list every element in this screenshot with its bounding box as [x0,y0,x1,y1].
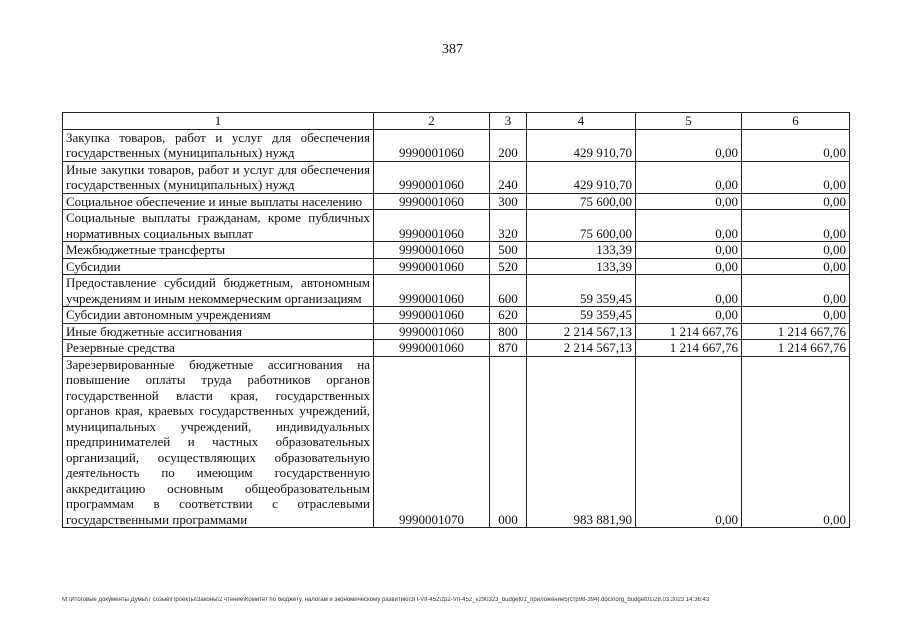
table-row [63,242,850,259]
row-code-cell: 9990001070 [374,356,490,528]
row-value-col4: 983 881,90 [527,356,636,528]
row-value-col6: 0,00 [742,210,850,242]
row-value-col4: 133,39 [527,258,636,275]
row-code-cell: 9990001060 [374,161,490,193]
row-value-col6: 0,00 [742,258,850,275]
column-header: 6 [742,113,850,130]
row-kind-cell: 300 [490,193,527,210]
table-row [63,258,850,275]
row-value-col4: 429 910,70 [527,129,636,161]
row-kind-cell: 870 [490,340,527,357]
row-value-col4: 2 214 567,13 [527,323,636,340]
row-code-cell: 9990001060 [374,242,490,259]
row-value-col6: 0,00 [742,275,850,307]
row-kind-cell: 520 [490,258,527,275]
row-value-col6: 0,00 [742,129,850,161]
row-code-cell: 9990001060 [374,129,490,161]
table-row [63,307,850,324]
table-row [63,275,850,307]
row-value-col4: 59 359,45 [527,307,636,324]
row-value-col4: 2 214 567,13 [527,340,636,357]
row-value-col6: 0,00 [742,307,850,324]
row-code-cell: 9990001060 [374,258,490,275]
row-kind-cell: 200 [490,129,527,161]
column-header: 3 [490,113,527,130]
row-value-col5: 0,00 [636,210,742,242]
row-value-col4: 75 600,00 [527,193,636,210]
row-value-col6: 1 214 667,76 [742,340,850,357]
budget-table [62,112,850,528]
column-header: 5 [636,113,742,130]
row-value-col4: 75 600,00 [527,210,636,242]
row-kind-cell: 000 [490,356,527,528]
row-value-col5: 0,00 [636,258,742,275]
file-path-footer: M:\Итоговые документы Думы\7 созыв\Проекты\Законы\2 чтение\Комитет по бюджету, налогам и экономическому развитию\ЗП-VII-452\zp2-VII-452_v290323_budget01_приложение5(стр98-394).docx\org_budget01\28.03.2023 14:36:43 [62,597,710,603]
row-value-col4: 59 359,45 [527,275,636,307]
row-value-col5: 1 214 667,76 [636,323,742,340]
row-code-cell: 9990001060 [374,323,490,340]
table-row [63,323,850,340]
row-name-cell: Иные закупки товаров, работ и услуг для обеспечения государственных (муниципальных) нужд [63,161,374,193]
column-header: 2 [374,113,490,130]
row-name-cell: Межбюджетные трансферты [63,242,374,259]
row-name-cell: Резервные средства [63,340,374,357]
row-code-cell: 9990001060 [374,340,490,357]
row-name-cell: Иные бюджетные ассигнования [63,323,374,340]
row-kind-cell: 620 [490,307,527,324]
row-value-col5: 0,00 [636,307,742,324]
page-number: 387 [442,42,463,57]
row-value-col6: 0,00 [742,242,850,259]
row-value-col4: 429 910,70 [527,161,636,193]
row-code-cell: 9990001060 [374,307,490,324]
row-value-col6: 0,00 [742,193,850,210]
row-name-cell: Закупка товаров, работ и услуг для обеспечения государственных (муниципальных) нужд [63,129,374,161]
row-name-cell: Социальные выплаты гражданам, кроме публичных нормативных социальных выплат [63,210,374,242]
table-row [63,129,850,161]
row-kind-cell: 500 [490,242,527,259]
row-code-cell: 9990001060 [374,193,490,210]
row-value-col5: 0,00 [636,129,742,161]
table-row [63,356,850,528]
row-kind-cell: 600 [490,275,527,307]
row-name-cell: Субсидии автономным учреждениям [63,307,374,324]
row-value-col6: 0,00 [742,356,850,528]
row-kind-cell: 240 [490,161,527,193]
table-row [63,193,850,210]
row-value-col5: 0,00 [636,275,742,307]
row-name-cell: Субсидии [63,258,374,275]
table-row [63,210,850,242]
row-code-cell: 9990001060 [374,210,490,242]
header-row [63,113,850,130]
row-value-col4: 133,39 [527,242,636,259]
column-header: 1 [63,113,374,130]
row-value-col5: 1 214 667,76 [636,340,742,357]
table-row [63,161,850,193]
row-value-col5: 0,00 [636,161,742,193]
row-kind-cell: 320 [490,210,527,242]
row-name-cell: Социальное обеспечение и иные выплаты населению [63,193,374,210]
row-value-col6: 0,00 [742,161,850,193]
row-name-cell: Зарезервированные бюджетные ассигнования на повышение оплаты труда работников органов государственной власти края, государственных органов края, краевых государственных учреждений, муниципальных учреждений, индивидуальных предпринимателей и частных образовательных организаций, осуществляющих образовательную деятельность по имеющим государственную аккредитацию основным общеобразовательным программам в соответствии с отраслевыми государственными программами [63,356,374,528]
row-kind-cell: 800 [490,323,527,340]
row-code-cell: 9990001060 [374,275,490,307]
row-value-col5: 0,00 [636,356,742,528]
table-row [63,340,850,357]
column-header: 4 [527,113,636,130]
row-name-cell: Предоставление субсидий бюджетным, автономным учреждениям и иным некоммерческим организациям [63,275,374,307]
row-value-col6: 1 214 667,76 [742,323,850,340]
row-value-col5: 0,00 [636,193,742,210]
row-value-col5: 0,00 [636,242,742,259]
